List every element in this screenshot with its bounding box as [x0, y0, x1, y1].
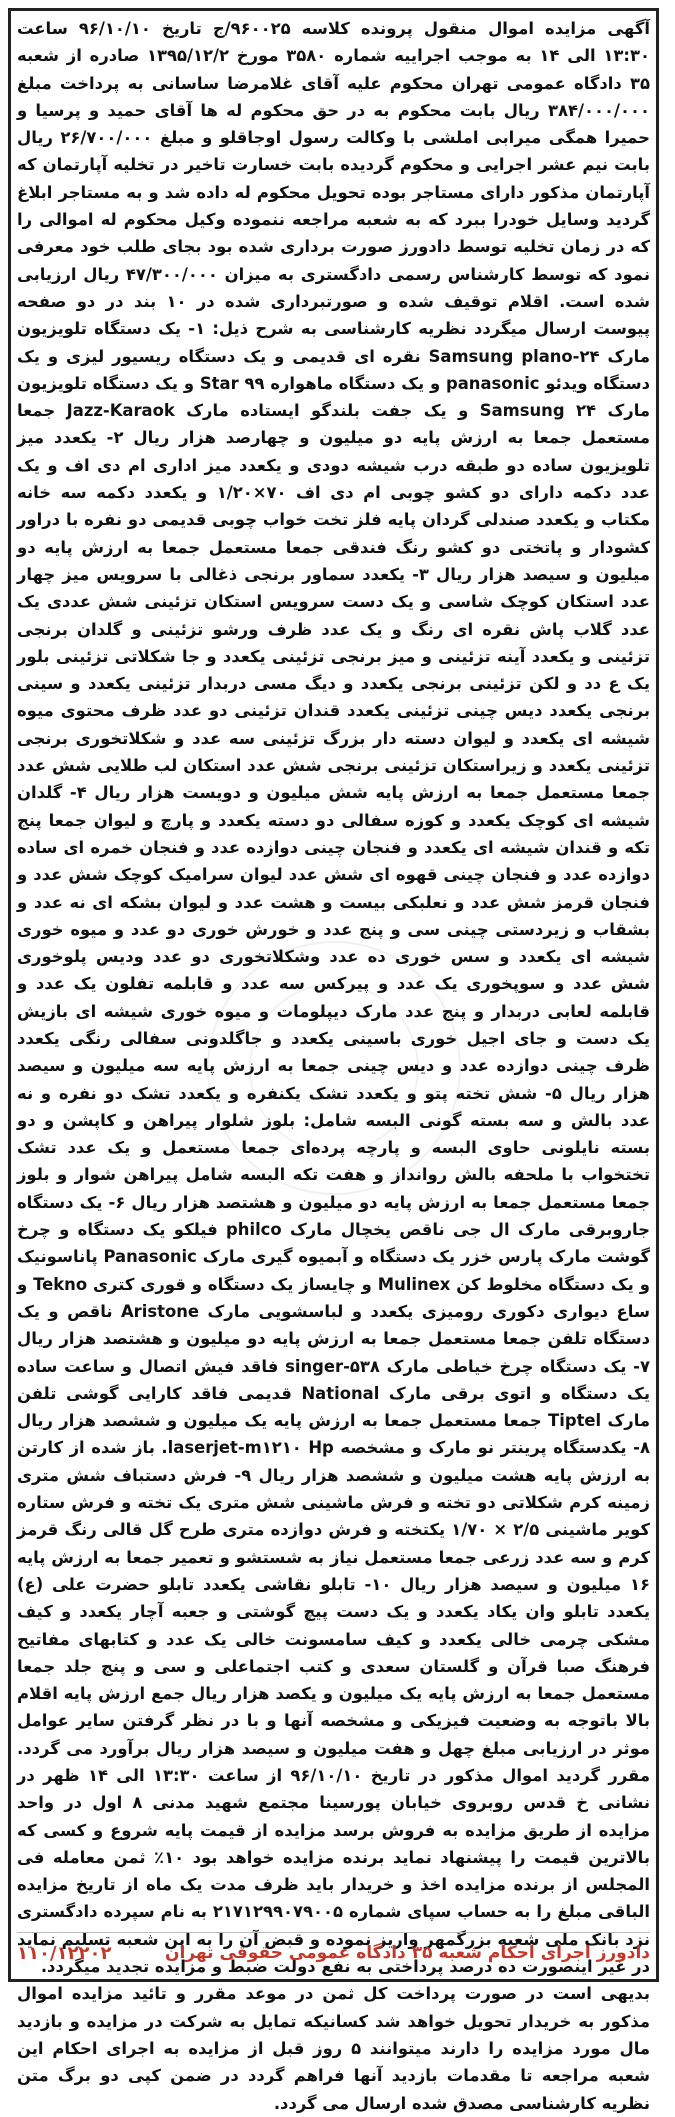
auction-notice: [8, 8, 659, 2113]
footer-signature: دادورز اجرای احکام شعبه ۳۵ دادگاه عمومی حقوقی تهران: [165, 1943, 650, 1963]
notice-paragraph-main: آگهی مزایده اموال منقول پرونده کلاسه ۹۶۰۰۲۵/ج تاریخ ۹۶/۱۰/۱۰ ساعت ۱۳:۳۰ الی ۱۴ به موجب اجراییه شماره ۳۵۸۰ مورخ ۱۳۹۵/۱۲/۲ صادره از شعبه ۳۵ دادگاه عمومی تهران محکوم علیه آقای غلامرضا ساسانی به پرداخت مبلغ ۳۸۴/۰۰۰/۰۰۰ ریال بابت محکوم به در حق محکوم له ها آقای حمید و پرسیا و حمیرا همگی میرابی املشی با وکالت رسول اوجاقلو و مبلغ ۲۶/۷۰۰/۰۰۰ ریال بابت نیم عشر اجرایی و محکوم گردیده بابت خسارت تاخیر در تخلیه آپارتمان که آپارتمان مذکور دارای مستاجر بوده تحویل محکوم له داده شد و به مستاجر ابلاغ گردید وسایل خودرا ببرد که به شعبه مراجعه ننموده وکیل محکوم له اموالی را که در زمان تخلیه توسط دادورز صورت برداری شده بود بجای طلب خود معرفی نمود که توسط کارشناس رسمی دادگستری به میزان ۴۷/۳۰۰/۰۰۰ ریال ارزیابی شده است. اقلام توقیف شده و صورتبرداری شده در ۱۰ بند در دو صفحه پیوست ارسال میگردد نظریه کارشناسی به شرح ذیل: ۱- یک دستگاه تلویزیون مارک Samsung plano-۲۴ نقره ای قدیمی و یک دستگاه ریسیور لیزی و یک دستگاه ویدئو panasonic و یک دستگاه ماهواره Star ۹۹ و یک دستگاه تلویزیون مارک Samsung ۲۴ و یک جفت بلندگو ایستاده مارک Jazz-Karaok جمعا مستعمل جمعا به ارزش پایه دو میلیون و چهارصد هزار ریال ۲- یکعدد میز تلویزیون ساده دو طبقه درب شیشه دودی و یکعدد میز اداری ام دی اف و یک عدد دکمه دارای دو کشو چوبی ام دی اف ۷۰×۱/۲۰ و یکعدد دکمه سه خانه مکتاب و یکعدد صندلی گردان پایه فلز تخت خواب چوبی قدیمی دو نفره با دراور کشودار و پاتختی دو کشو رنگ فندقی جمعا مستعمل جمعا به ارزش پایه دو میلیون و سیصد هزار ریال ۳- یکعدد سماور برنجی ذغالی با سرویس میز چهار عدد استکان کوچک شاسی و یک دست سرویس استکان تزئینی شش عددی یک عدد گلاب پاش نقره ای رنگ و یک عدد ظرف ورشو تزئینی و گلدان برنجی تزئینی و یکعدد آینه تزئینی و میز برنجی تزئینی یکعدد و جا شکلاتی تزئینی بلور یک ع دد و لکن تزئینی برنجی یکعدد و دیگ مسی دربدار تزئینی یکعدد و سینی برنجی یکعدد دیس چینی تزئینی یکعدد قندان تزئینی دو عدد ظرف محتوی میوه شیشه ای یکعدد و لیوان دسته دار بزرگ تزئینی سه عدد و شکلاتخوری برنجی تزئینی یکعدد و زیراستکان تزئینی برنجی شش عدد استکان لب طلایی شش عدد جمعا مستعمل جمعا به ارزش پایه شش میلیون و دویست هزار ریال ۴- گلدان شیشه ای کوچک یکعدد و کوزه سفالی دو دسته یکعدد و پارچ و لیوان جمعا پنج تکه و قندان شیشه ای یکعدد و فنجان چینی دوازده عدد و فنجان خمره ای ساده دوازده عدد و فنجان چینی قهوه ای شش عدد لیوان سرامیک کوچک شش عدد و فنجان قرمز شش عدد و نعلبکی بیست و هشت عدد و لیوان بشکه ای نه عدد و بشقاب و زیردستی چینی سی و پنج عدد و خورش خوری دو عدد و میوه خوری شیشه ای یکعدد و سس خوری ده عدد وشکلاتخوری دو عدد ودیس پلوخوری شش عدد و سوپخوری یک عدد و پیرکس سه عدد و قابلمه تفلون یک عدد و قابلمه لعابی دربدار و پنج عدد مارک دیپلومات و میوه خوری شیشه ای بازیش یک دست و جای اجیل خوری باسینی یکعدد و جاگلدونی سفالی رنگی یکعدد ظرف چینی دوازده عدد و دیس چینی جمعا به ارزش پایه سه میلیون و سیصد هزار ریال ۵- شش تخته پتو و یکعدد تشک یکنفره و یکعدد تشک دو نفره و نه عدد بالش و سه بسته گونی البسه شامل: بلوز شلوار پیراهن و کاپشن و دو بسته نایلونی حاوی البسه و پارچه پرده‌ای جمعا مستعمل و یک عدد تشک تختخواب با ملحفه بالش روانداز و هفت تکه البسه شامل پیراهن شوار و بلوز جمعا مستعمل جمعا به ارزش پایه دو میلیون و هشتصد هزار ریال ۶- یک دستگاه جاروبرقی مارک ال جی ناقص یخچال مارک philco فیلکو یک دستگاه و چرخ گوشت مارک پارس خزر یک دستگاه و آبمیوه گیری مارک Panasonic پاناسونیک و یک دستگاه مخلوط کن Mulinex و چایساز یک دستگاه و قوری کتری Tekno و ساع دیواری دکوری رومیزی یکعدد و لباسشویی مارک Aristone ناقص و یک دستگاه تلفن جمعا مستعمل جمعا به ارزش پایه دو میلیون و هشتصد هزار ریال ۷- یک دستگاه چرخ خیاطی مارک singer-۵۳۸ فاقد فیش اتصال و ساعت ساده یک دستگاه و اتوی برقی مارک National قدیمی فاقد کارایی گوشی تلفن مارک Tiptel جمعا مستعمل جمعا به ارزش پایه یک میلیون و ششصد هزار ریال ۸- یکدستگاه پرینتر نو مارک و مشخصه laserjet-m۱۲۱۰ Hp. باز شده از کارتن به ارزش پایه هشت میلیون و ششصد هزار ریال ۹- فرش دستباف شش متری زمینه کرم شکلاتی دو تخته و فرش ماشینی شش متری یک تخته و فرش ستاره کویر ماشینی ۲/۵ × ۱/۷۰ یکتخته و فرش دوازده متری طرح گل قالی رنگ قرمز کرم و سه عدد زرعی جمعا مستعمل نیاز به شستشو و تعمیر جمعا به ارزش پایه ۱۶ میلیون و سیصد هزار ریال ۱۰- تابلو نقاشی یکعدد تابلو حضرت علی (ع) یکعدد تابلو وان یکاد یکعدد و یک دست پیچ گوشتی و جعبه آچار یکعدد و کیف مشکی چرمی خالی یکعدد و کیف سامسونت خالی یک عدد و کتابهای مفاتیح فرهنگ صبا قرآن و گلستان سعدی و کتب اجتماعلی و سی و پنج جلد جمعا مستعمل جمعا به ارزش پایه یک میلیون و یکصد هزار ریال جمع ارزش پایه اقلام بالا باتوجه به وضعیت فیزیکی و مشخصه آنها و با در نظر گرفتن سایر عوامل موثر در ارزیابی مبلغ چهل و هفت میلیون و سیصد هزار ریال برآورد می گردد. مقرر گردید اموال مذکور در تاریخ ۹۶/۱۰/۱۰ از ساعت ۱۳:۳۰ الی ۱۴ ظهر در نشانی خ قدس روبروی خیابان پورسینا مجتمع شهید مدنی ۸ اول در واحد مزایده از طریق مزایده به فروش برسد مزایده از قیمت پایه شروع و کسی که بالاترین قیمت را پیشنهاد نماید برنده مزایده خواهد بود ۱۰٪ ثمن معامله فی المجلس از برنده مزایده اخذ و خریدار باید ظرف مدت یک ماه از تاریخ مزایده الباقی مبلغ را به حساب سپای شماره ۲۱۷۱۲۹۹۰۷۹۰۰۵ به نام سپرده دادگستری نزد بانک ملی شعبه بزرگمهر واریز نموده و قبض آن را به این شعبه تسلیم نماید در غیر اینصورت ده درصد پرداختی به نفع دولت ضبط و مزایده تجدید میگردد.: [17, 19, 651, 1977]
notice-footer: [17, 1932, 650, 1973]
notice-paragraph-terms: بدیهی است در صورت پرداخت کل ثمن در موعد مقرر و تائید مزایده اموال مذکور به خریدار تحویل خواهد شد کسانیکه تمایل به شرکت در مزایده و بازدید مال مورد مزایده را دارند میتوانند ۵ روز قبل از مزایده به اجرای احکام این شعبه مراجعه تا مقدمات بازدید آنها فراهم گردد در ضمن کپی دو برگ متن نظریه کارشناسی مصدق شده ارسال می گردد.: [17, 1984, 650, 2113]
footer-code: ۱۱۰/۱۲۲۰۲: [17, 1942, 112, 1964]
